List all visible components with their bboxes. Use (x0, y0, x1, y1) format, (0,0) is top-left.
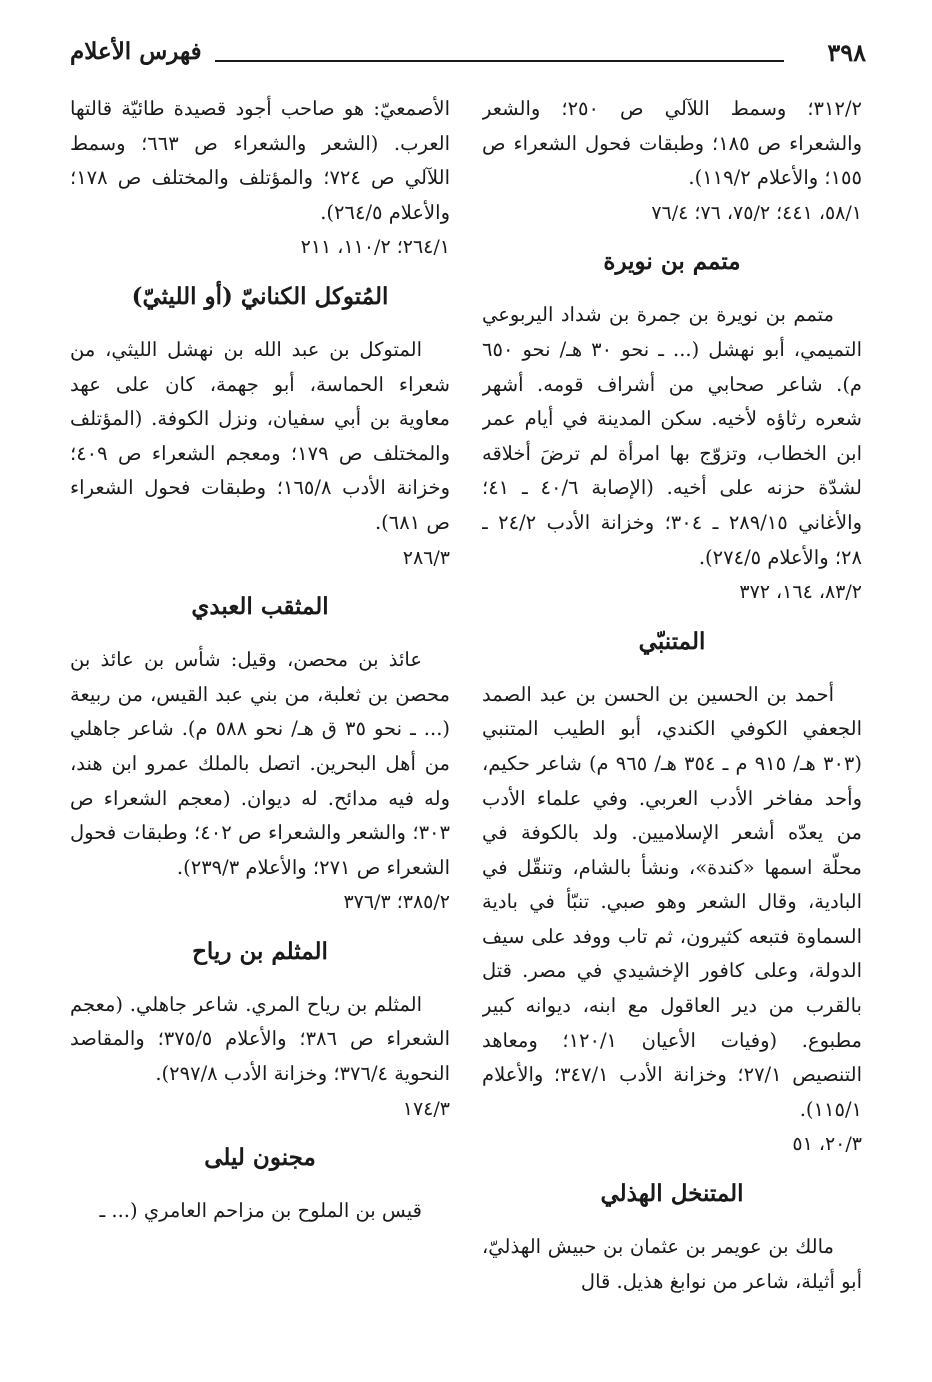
entry-heading: المُتوكل الكنانيّ (أو الليثيّ) (131, 282, 389, 310)
entry-heading: المثقب العبدي (191, 593, 329, 621)
continuation-text: الأصمعيّ: هو صاحب أجود قصيدة طائيّة قالتها العرب. (الشعر والشعراء ص ٦٦٣؛ وسمط اللآلي ص ٧٢٤؛ والمؤتلف والمختلف ص ١٧٨؛ والأعلام ٢٦٤/٥). (70, 97, 450, 224)
page-number: ٣٩٨ (827, 38, 866, 67)
continuation-refs: ٥٨/١، ٤٤١؛ ٧٥/٢، ٧٦؛ ٧٦/٤ (651, 201, 862, 224)
entry-refs: ١٧٤/٣ (402, 1097, 450, 1120)
right-column (482, 92, 862, 1362)
entry-body: المتوكل بن عبد الله بن نهشل الليثي، من شعراء الحماسة، أبو جهمة، كان على عهد معاوية بن أبي سفيان، ونزل الكوفة. (المؤتلف والمختلف ص ١٧٩؛ ومعجم الشعراء ص ٤٠٩؛ وخزانة الأدب ١٦٥/٨؛ وطبقات فحول الشعراء ص ٦٨١). (70, 337, 450, 534)
entry-body: عائذ بن محصن، وقيل: شأس بن عائذ بن محصن بن ثعلبة، من بني عبد القيس، من ربيعة (... ـ نحو ٣٥ ق هـ/ نحو ٥٨٨ م). شاعر جاهلي من أهل البحرين. اتصل بالملك عمرو ابن هند، وله فيه مدائح. له ديوان. (معجم الشعراء ص ٣٠٣؛ والشعر والشعراء ص ٤٠٢؛ وطبقات فحول الشعراء ص ٢٧١؛ والأعلام ٢٣٩/٣). (70, 648, 450, 879)
running-title: فهرس الأعلام (70, 38, 202, 65)
entry-refs: ٣٨٥/٢؛ ٣٧٦/٣ (343, 891, 450, 914)
entry-body: متمم بن نويرة بن جمرة بن شداد اليربوعي التميمي، أبو نهشل (... ـ نحو ٣٠ هـ/ نحو ٦٥٠ م). شاعر صحابي من أشراف قومه. أشهر شعره رثاؤه لأخيه. سكن المدينة في أيام عمر ابن الخطاب، وتزوّج بها امرأة لم ترضَ أخلاقه لشدّة حزنه على أخيه. (الإصابة ٤٠/٦ ـ ٤١؛ والأغاني ٢٨٩/١٥ ـ ٣٠٤؛ وخزانة الأدب ٢٤/٢ ـ ٢٨؛ والأعلام ٢٧٤/٥). (482, 303, 862, 569)
entry-body: المثلم بن رياح المري. شاعر جاهلي. (معجم الشعراء ص ٣٨٦؛ والأعلام ٣٧٥/٥؛ والمقاصد النحوية ٣٧٦/٤؛ وخزانة الأدب ٢٩٧/٨). (70, 992, 450, 1086)
entry-body: مالك بن عويمر بن عثمان بن حبيش الهذليّ، أبو أثيلة، شاعر من نوابغ هذيل. قال (482, 1235, 862, 1293)
entry-body: أحمد بن الحسين بن الحسن بن عبد الصمد الجعفي الكوفي الكندي، أبو الطيب المتنبي (٣٠٣ هـ/ ٩١٥ م ـ ٣٥٤ هـ/ ٩٦٥ م) شاعر حكيم، وأحد مفاخر الأدب العربي. وفي علماء الأدب من يعدّه أشعر الإسلاميين. ولد بالكوفة في محلّة اسمها «كندة»، ونشأ بالشام، وتنقّل في البادية، وقال الشعر وهو صبي. تنبّأ في بادية السماوة فتبعه كثيرون، ثم تاب ووفد على سيف الدولة، وعلى كافور الإخشيدي في مصر. قتل بالقرب من دير العاقول مع ابنه، ديوانه كبير مطبوع. (وفيات الأعيان ١٢٠/١؛ ومعاهد التنصيص ٢٧/١؛ وخزانة الأدب ٣٤٧/١؛ والأعلام ١١٥/١). (482, 682, 862, 1121)
entry-heading: متمم بن نويرة (603, 248, 741, 276)
entry-refs: ٢٠/٣، ٥١ (792, 1133, 862, 1156)
continuation-refs: ٢٦٤/١؛ ١١٠/٢، ٢١١ (300, 236, 450, 259)
entry-body: قيس بن الملوح بن مزاحم العامري (... ـ (99, 1199, 422, 1223)
page-header (70, 38, 866, 82)
entry-heading: المتنخل الهذلي (600, 1180, 744, 1208)
continuation-text: ٣١٢/٢؛ وسمط اللآلي ص ٢٥٠؛ والشعر والشعراء ص ١٨٥؛ وطبقات فحول الشعراء ص ١٥٥؛ والأعلام ١١٩/٢). (482, 97, 862, 190)
entry-heading: المثلم بن رياح (192, 937, 328, 965)
left-column (70, 92, 450, 1362)
entry-heading: المتنبّي (638, 627, 706, 655)
header-rule (215, 60, 784, 62)
entry-heading: مجنون ليلى (204, 1144, 316, 1172)
entry-refs: ٢٨٦/٣ (402, 546, 450, 569)
entry-refs: ٨٣/٢، ١٦٤، ٣٧٢ (739, 581, 862, 604)
